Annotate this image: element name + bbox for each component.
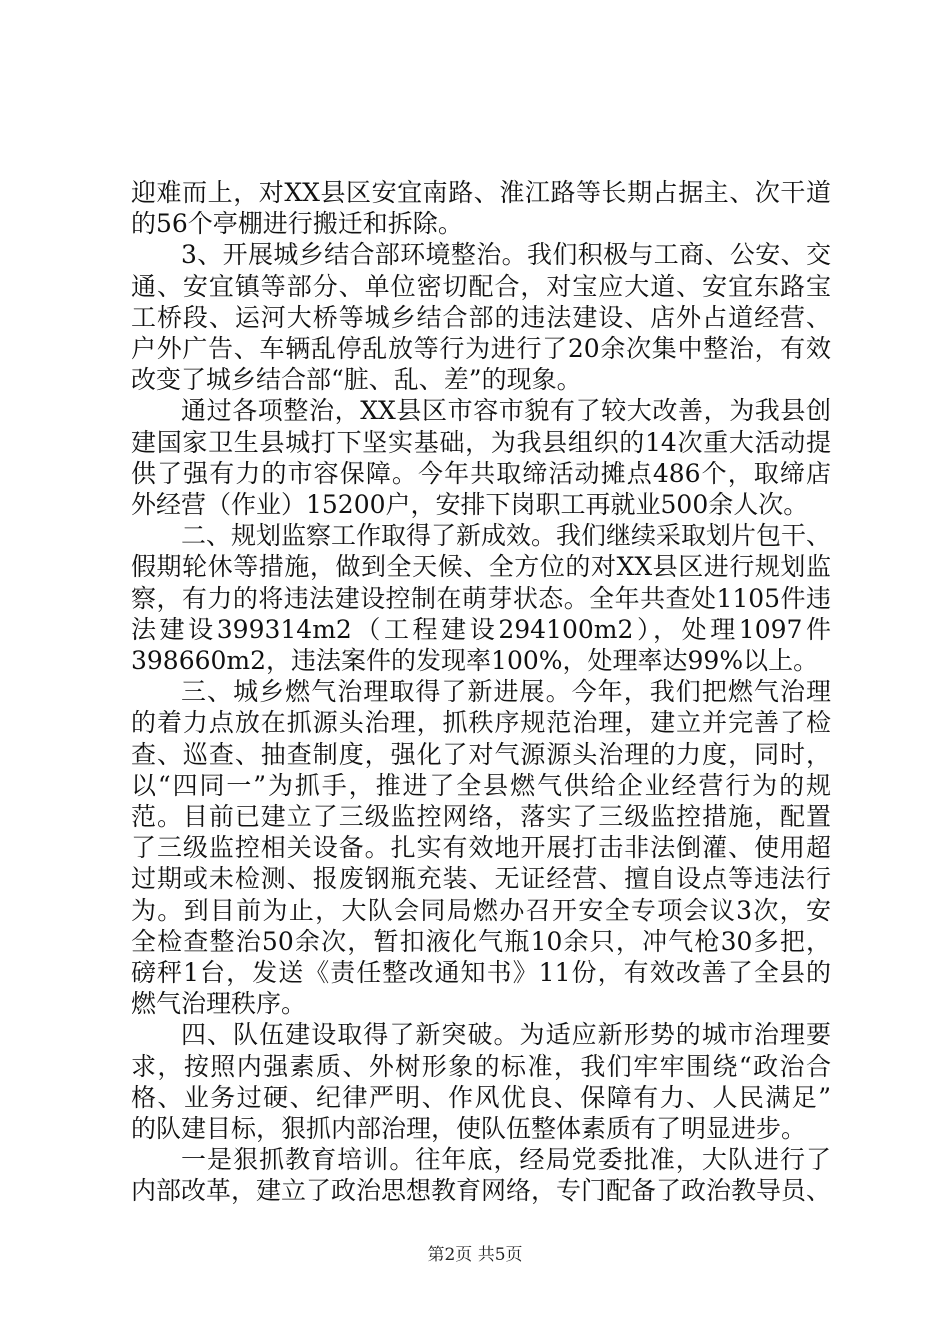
text-line: 内部改革，建立了政治思想教育网络，专门配备了政治教导员、 (131, 1176, 831, 1206)
text-line: 工桥段、运河大桥等城乡结合部的违法建设、店外占道经营、 (131, 302, 831, 332)
text-line: 建国家卫生县城打下坚实基础，为我县组织的14次重大活动提 (131, 427, 831, 457)
text-line: 法建设399314m2（工程建设294100m2），处理1097件 (131, 614, 831, 644)
text-line: 为。到目前为止，大队会同局燃办召开安全专项会议3次，安 (131, 895, 831, 925)
text-line: 磅秤1台，发送《责任整改通知书》11份，有效改善了全县的 (131, 958, 831, 987)
page-footer: 第2页 共5页 (427, 1245, 523, 1265)
text-line: 查、巡查、抽查制度，强化了对气源源头治理的力度，同时， (131, 739, 831, 769)
text-line: 398660m2，违法案件的发现率100%，处理率达99%以上。 (131, 646, 819, 675)
text-line: 外经营（作业）15200户，安排下岗职工再就业500余人次。 (131, 490, 809, 519)
text-line: 一是狠抓教育培训。往年底，经局党委批准，大队进行了 (181, 1145, 831, 1175)
text-line: 通过各项整治，XX县区市容市貌有了较大改善，为我县创 (181, 396, 831, 426)
text-line: 范。目前已建立了三级监控网络，落实了三级监控措施，配置 (131, 802, 831, 831)
text-line: 3、开展城乡结合部环境整治。我们积极与工商、公安、交 (181, 240, 831, 270)
text-line: 改变了城乡结合部“脏、乱、差”的现象。 (131, 365, 582, 395)
text-line: 求，按照内强素质、外树形象的标准，我们牢牢围绕“政治合 (131, 1051, 831, 1081)
text-line: 燃气治理秩序。 (131, 989, 307, 1019)
text-line: 三、城乡燃气治理取得了新进展。今年，我们把燃气治理 (181, 677, 831, 707)
text-line: 通、安宜镇等部分、单位密切配合，对宝应大道、安宜东路宝 (131, 271, 831, 301)
text-line: 察，有力的将违法建设控制在萌芽状态。全年共查处1105件违 (131, 583, 831, 613)
text-line: 全检查整治50余次，暂扣液化气瓶10余只，冲气枪30多把， (131, 926, 831, 956)
text-line: 迎难而上，对XX县区安宜南路、淮江路等长期占据主、次干道 (131, 178, 831, 207)
text-line: 四、队伍建设取得了新突破。为适应新形势的城市治理要 (181, 1020, 831, 1050)
text-line: 以“四同一”为抓手，推进了全县燃气供给企业经营行为的规 (131, 770, 831, 800)
text-line: 了三级监控相关设备。扎实有效地开展打击非法倒灌、使用超 (131, 833, 831, 863)
text-line: 格、业务过硬、纪律严明、作风优良、保障有力、人民满足” (131, 1082, 831, 1112)
text-line: 二、规划监察工作取得了新成效。我们继续采取划片包干、 (181, 521, 831, 551)
text-line: 的队建目标，狠抓内部治理，使队伍整体素质有了明显进步。 (131, 1114, 807, 1143)
text-line: 户外广告、车辆乱停乱放等行为进行了20余次集中整治，有效 (131, 334, 831, 363)
text-line: 的56个亭棚进行搬迁和拆除。 (131, 209, 463, 239)
text-line: 假期轮休等措施，做到全天候、全方位的对XX县区进行规划监 (131, 552, 831, 582)
text-line: 供了强有力的市容保障。今年共取缔活动摊点486个，取缔店 (131, 458, 831, 488)
text-line: 的着力点放在抓源头治理，抓秩序规范治理，建立并完善了检 (131, 708, 831, 738)
text-line: 过期或未检测、报废钢瓶充装、无证经营、擅自设点等违法行 (131, 864, 831, 894)
